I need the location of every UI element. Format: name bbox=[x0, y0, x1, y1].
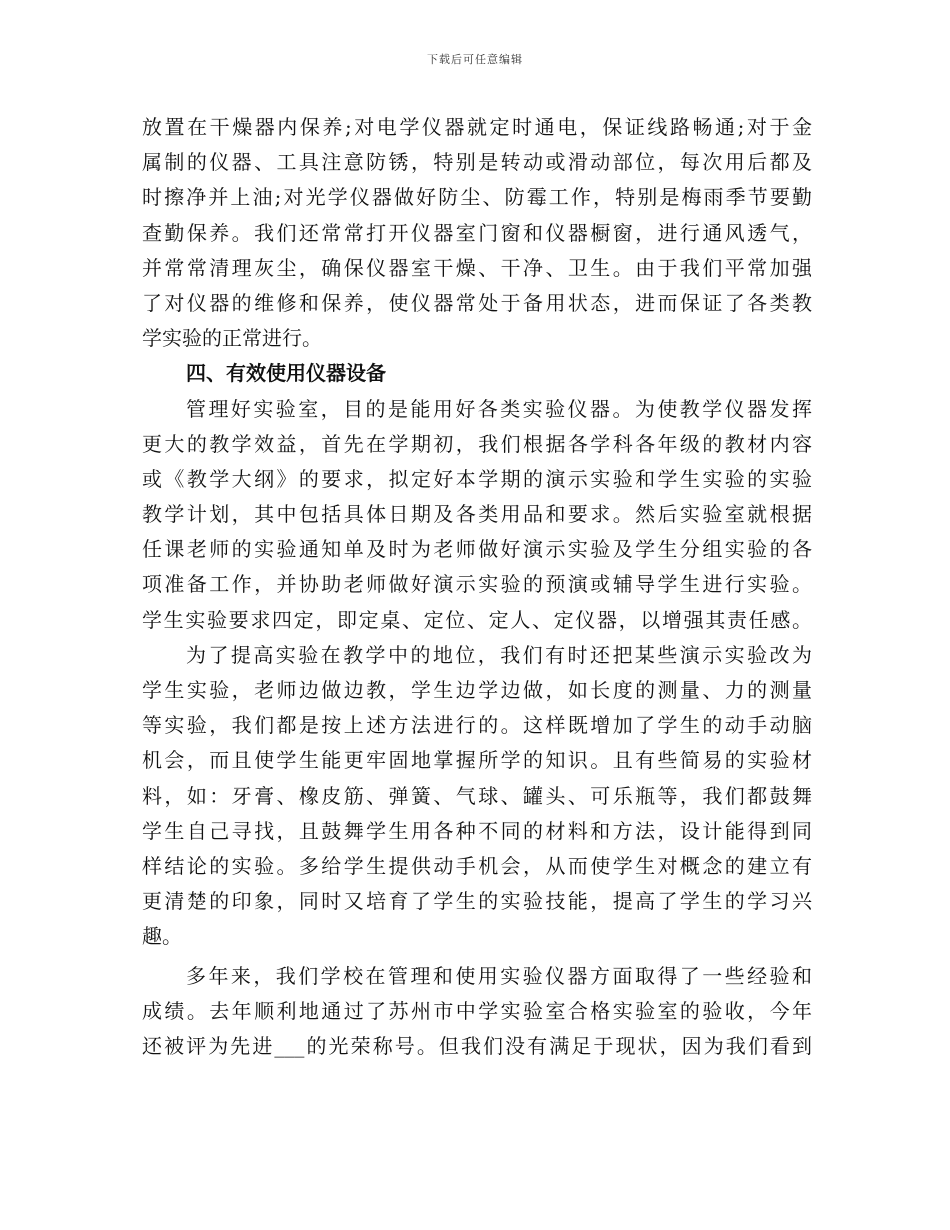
text-line: 任课老师的实验通知单及时为老师做好演示实验及学生分组实验的各 bbox=[142, 537, 812, 562]
section-heading: 四、有效使用仪器设备 bbox=[186, 361, 386, 386]
text-line: 更清楚的印象，同时又培育了学生的实验技能，提高了学生的学习兴 bbox=[142, 889, 812, 914]
text-line: 时擦净并上油;对光学仪器做好防尘、防霉工作，特别是梅雨季节要勤 bbox=[142, 185, 812, 210]
text-line: 或《教学大纲》的要求，拟定好本学期的演示实验和学生实验的实验 bbox=[142, 466, 812, 491]
text-line: 为了提高实验在教学中的地位，我们有时还把某些演示实验改为 bbox=[186, 642, 812, 667]
text-line: 样结论的实验。多给学生提供动手机会，从而使学生对概念的建立有 bbox=[142, 853, 812, 878]
text-line: 还被评为先进___的光荣称号。但我们没有满足于现状，因为我们看到 bbox=[142, 1033, 812, 1058]
text-line: 机会，而且使学生能更牢固地掌握所学的知识。且有些简易的实验材 bbox=[142, 748, 812, 773]
text-line: 料，如：牙膏、橡皮筋、弹簧、气球、罐头、可乐瓶等，我们都鼓舞 bbox=[142, 783, 812, 808]
page-header: 下载后可任意编辑 bbox=[427, 53, 523, 66]
text-line: 多年来，我们学校在管理和使用实验仪器方面取得了一些经验和 bbox=[186, 963, 812, 988]
text-line: 并常常清理灰尘，确保仪器室干燥、干净、卫生。由于我们平常加强 bbox=[142, 255, 812, 280]
text-line: 了对仪器的维修和保养，使仪器常处于备用状态，进而保证了各类教 bbox=[142, 290, 812, 315]
text-line: 更大的教学效益，首先在学期初，我们根据各学科各年级的教材内容 bbox=[142, 431, 812, 456]
text-line: 成绩。去年顺利地通过了苏州市中学实验室合格实验室的验收，今年 bbox=[142, 998, 812, 1023]
text-line: 放置在干燥器内保养;对电学仪器就定时通电，保证线路畅通;对于金 bbox=[142, 115, 812, 139]
text-line: 学生自己寻找，且鼓舞学生用各种不同的材料和方法，设计能得到同 bbox=[142, 818, 812, 843]
text-line: 学生实验要求四定，即定桌、定位、定人、定仪器，以增强其责任感。 bbox=[142, 607, 812, 632]
document-body bbox=[142, 110, 812, 1064]
text-line: 趣。 bbox=[142, 924, 182, 949]
text-line: 学实验的正常进行。 bbox=[142, 326, 322, 351]
text-line: 管理好实验室，目的是能用好各类实验仪器。为使教学仪器发挥 bbox=[186, 396, 812, 421]
text-line: 属制的仪器、工具注意防锈，特别是转动或滑动部位，每次用后都及 bbox=[142, 150, 812, 175]
text-line: 项准备工作，并协助老师做好演示实验的预演或辅导学生进行实验。 bbox=[142, 572, 812, 597]
text-line: 等实验，我们都是按上述方法进行的。这样既增加了学生的动手动脑 bbox=[142, 713, 812, 738]
text-line: 教学计划，其中包括具体日期及各类用品和要求。然后实验室就根据 bbox=[142, 502, 812, 527]
text-line: 查勤保养。我们还常常打开仪器室门窗和仪器橱窗，进行通风透气， bbox=[142, 220, 812, 245]
text-line: 学生实验，老师边做边教，学生边学边做，如长度的测量、力的测量 bbox=[142, 678, 812, 702]
